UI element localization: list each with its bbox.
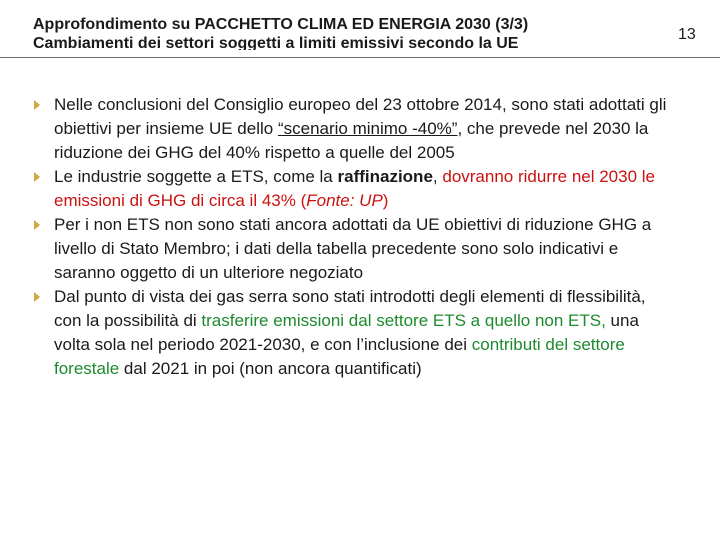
triangle-right-icon [34, 220, 40, 230]
bullet-text: Nelle conclusioni del Consiglio europeo del 23 ottobre 2014, sono stati adottati gli obiettivi per insieme UE dello [54, 95, 667, 138]
bullet-text: una volta sola nel periodo 2021-2030, e con l’inclusione dei [54, 311, 639, 354]
bullet-text: Dal punto di vista dei gas serra sono stati introdotti degli elementi di flessibilità, con la possibilità di [54, 287, 646, 330]
bullet-text: , che prevede nel 2030 la riduzione dei GHG del 40% rispetto a quelle del 2005 [54, 119, 649, 162]
bullet-text: ) [382, 191, 389, 210]
triangle-right-icon [34, 292, 40, 302]
bullet-item-ets-industries [34, 165, 674, 213]
source-text: Fonte: UP [306, 191, 383, 210]
forestry-contribution-text: contributi del settore forestale [54, 335, 625, 378]
emission-transfer-text: trasferire emissioni dal settore ETS a quello non ETS, [201, 311, 606, 330]
bullet-item-non-ets [34, 213, 674, 285]
bullet-item-council-conclusions [34, 93, 674, 165]
slide-title: Approfondimento su PACCHETTO CLIMA ED ENERGIA 2030 (3/3) [33, 16, 529, 33]
refining-text: raffinazione [337, 167, 433, 186]
reduction-target-text: dovranno ridurre nel 2030 le emissioni di GHG di circa il 43% ( [54, 167, 656, 210]
triangle-right-icon [34, 172, 40, 182]
slide-subtitle: Cambiamenti dei settori soggetti a limiti emissivi secondo la UE [33, 35, 519, 50]
triangle-right-icon [34, 100, 40, 110]
bullet-list [34, 93, 674, 381]
bullet-text: , [432, 167, 443, 186]
bullet-text: Le industrie soggette a ETS, come la [54, 167, 338, 186]
slide-header [33, 14, 673, 50]
bullet-text: dal 2021 in poi (non ancora quantificati) [119, 359, 422, 378]
bullet-text: Per i non ETS non sono stati ancora adottati da UE obiettivi di riduzione GHG a livello di Stato Membro; i dati della tabella precedente sono solo indicativi e saranno oggetto di un ulteriore negoziato [54, 215, 652, 282]
header-divider [0, 57, 720, 58]
page-number: 13 [678, 26, 696, 43]
bullet-item-flexibility [34, 285, 674, 381]
minimum-scenario-text: “scenario minimo -40%” [277, 119, 458, 138]
